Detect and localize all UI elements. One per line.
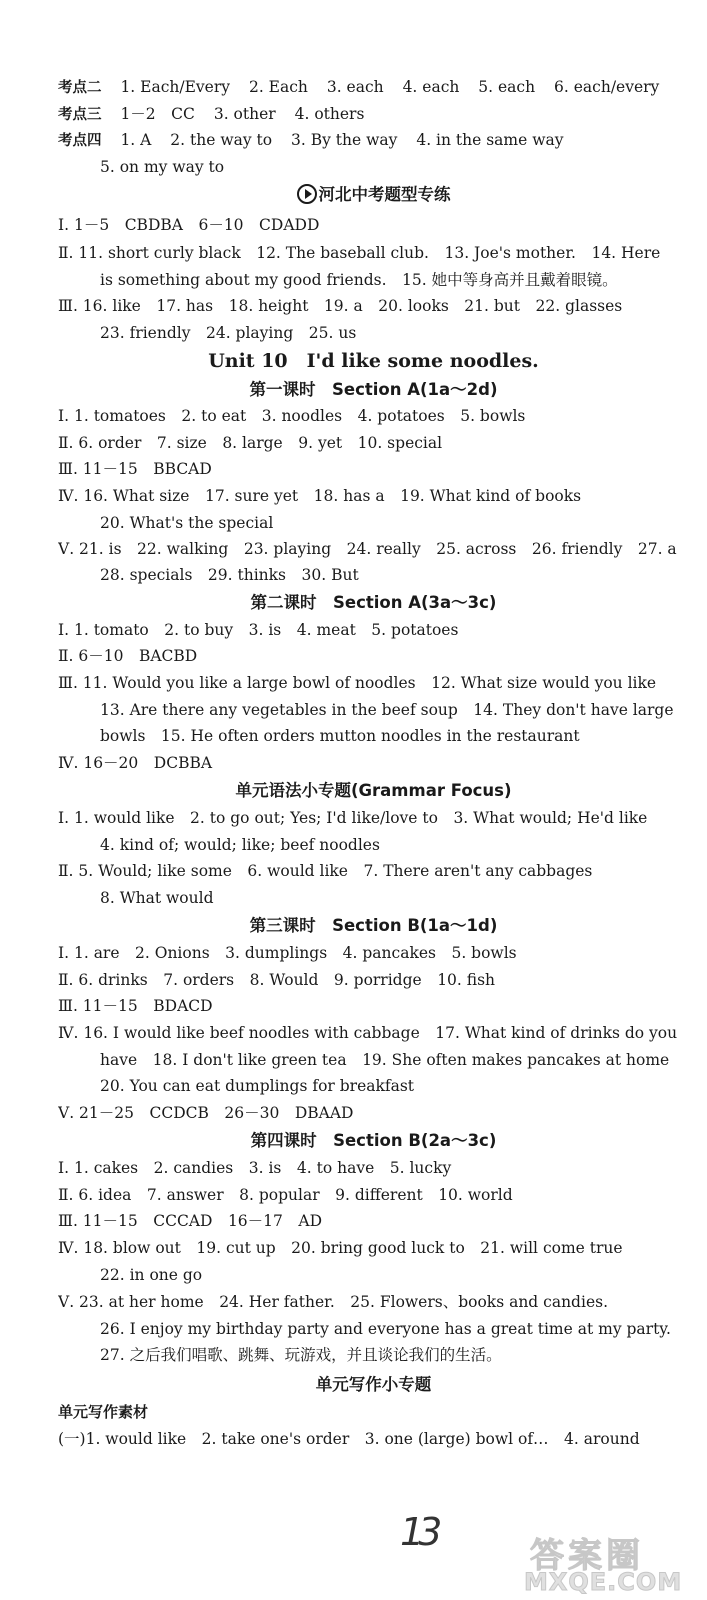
answer-item: 2. the way to	[170, 131, 273, 149]
unit-title: Unit 10 I'd like some noodles.	[208, 350, 539, 372]
kaodian-4-line	[58, 127, 689, 153]
answer-line: 28. specials 29. thinks 30. But	[100, 566, 359, 584]
answer-line: 13. Are there any vegetables in the beef soup 14. They don't have large	[100, 701, 674, 719]
answer-line: Ⅰ. 1. cakes 2. candies 3. is 4. to have 5. lucky	[58, 1159, 452, 1177]
answer-item: 1－2 CC	[120, 105, 195, 123]
answer-line: Ⅱ. 6. idea 7. answer 8. popular 9. different 10. world	[58, 1186, 513, 1204]
answer-line: bowls 15. He often orders mutton noodles in the restaurant	[100, 727, 580, 745]
answer-item: 3. By the way	[291, 131, 398, 149]
answer-line: have 18. I don't like green tea 19. She often makes pancakes at home	[100, 1051, 670, 1069]
answer-line: Ⅳ. 16. I would like beef noodles with cabbage 17. What kind of drinks do you	[58, 1024, 678, 1042]
answer-line: 20. What's the special	[100, 514, 274, 532]
section-1-title: 第一课时 Section A(1a～2d)	[249, 380, 498, 399]
answer-line: 26. I enjoy my birthday party and everyone has a great time at my party.	[100, 1320, 671, 1338]
hebei-heading	[58, 181, 689, 209]
answer-line: Ⅰ. 1. tomato 2. to buy 3. is 4. meat 5. potatoes	[58, 621, 459, 639]
section-4-title: 第四课时 Section B(2a～3c)	[250, 1131, 497, 1150]
answer-line: Ⅰ. 1. would like 2. to go out; Yes; I'd like/love to 3. What would; He'd like	[58, 809, 648, 827]
answer-line: Ⅱ. 6. drinks 7. orders 8. Would 9. porridge 10. fish	[58, 971, 496, 989]
answer-line: 22. in one go	[100, 1266, 203, 1284]
answer-line: is something about my good friends. 15. 她中等身高并且戴着眼镜。	[100, 271, 618, 289]
answer-line: 8. What would	[100, 889, 214, 907]
kaodian-4-label: 考点四	[58, 133, 102, 149]
answer-item: 3. each	[326, 78, 384, 96]
answer-item: 4. others	[294, 105, 365, 123]
answer-item: 2. Each	[248, 78, 308, 96]
answer-item: 3. other	[213, 105, 276, 123]
watermark-bottom: MXQE.COM	[524, 1568, 683, 1596]
writing-title: 单元写作小专题	[315, 1375, 432, 1394]
answer-item: 6. each/every	[554, 78, 660, 96]
answer-line: Ⅳ. 16. What size 17. sure yet 18. has a 19. What kind of books	[58, 487, 582, 505]
hebei-title: 河北中考题型专练	[318, 185, 451, 204]
writing-subtitle: 单元写作素材	[58, 1403, 149, 1421]
answer-item: 5. each	[478, 78, 536, 96]
answer-line: Ⅰ. 1. are 2. Onions 3. dumplings 4. pancakes 5. bowls	[58, 944, 517, 962]
answer-line: Ⅰ. 1－5 CBDBA 6－10 CDADD	[58, 216, 320, 234]
answer-line: Ⅰ. 1. tomatoes 2. to eat 3. noodles 4. potatoes 5. bowls	[58, 407, 526, 425]
answer-line: 4. kind of; would; like; beef noodles	[100, 836, 380, 854]
answer-line: Ⅲ. 11. Would you like a large bowl of noodles 12. What size would you like	[58, 674, 657, 692]
play-circle-icon	[297, 184, 317, 204]
answer-line: 23. friendly 24. playing 25. us	[100, 324, 357, 342]
answer-line: Ⅱ. 5. Would; like some 6. would like 7. There aren't any cabbages	[58, 862, 593, 880]
answer-line: 20. You can eat dumplings for breakfast	[100, 1077, 415, 1095]
answer-line: Ⅴ. 21－25 CCDCB 26－30 DBAAD	[58, 1104, 354, 1122]
watermark-logo	[520, 1528, 702, 1598]
answer-line: Ⅳ. 18. blow out 19. cut up 20. bring good luck to 21. will come true	[58, 1239, 623, 1257]
kaodian-3-line	[58, 101, 689, 127]
answer-line: Ⅲ. 16. like 17. has 18. height 19. a 20. looks 21. but 22. glasses	[58, 297, 623, 315]
page-number: 13	[400, 1510, 437, 1554]
answer-line: Ⅲ. 11－15 BBCAD	[58, 460, 212, 478]
section-3-title: 第三课时 Section B(1a～1d)	[249, 916, 498, 935]
answer-line: Ⅳ. 16－20 DCBBA	[58, 754, 213, 772]
answer-line: 27. 之后我们唱歌、跳舞、玩游戏，并且谈论我们的生活。	[100, 1346, 502, 1364]
watermark-top: 答案圈	[530, 1536, 644, 1576]
kaodian-2-line	[58, 74, 689, 100]
answer-line: Ⅱ. 6. order 7. size 8. large 9. yet 10. special	[58, 434, 443, 452]
answer-line: Ⅴ. 23. at her home 24. Her father. 25. Flowers、books and candies.	[58, 1293, 608, 1311]
grammar-focus-title: 单元语法小专题(Grammar Focus)	[235, 781, 512, 800]
kaodian-3-label: 考点三	[58, 107, 102, 123]
answer-line: Ⅱ. 6－10 BACBD	[58, 647, 198, 665]
section-2-title: 第二课时 Section A(3a～3c)	[250, 593, 497, 612]
answer-line: Ⅴ. 21. is 22. walking 23. playing 24. really 25. across 26. friendly 27. a	[58, 540, 677, 558]
answer-item: 4. each	[402, 78, 460, 96]
answer-item: 1. Each/Every	[120, 78, 231, 96]
kaodian-2-label: 考点二	[58, 80, 102, 96]
answer-item: 1. A	[120, 131, 152, 149]
answer-line: Ⅲ. 11－15 CCCAD 16－17 AD	[58, 1212, 323, 1230]
answer-line: Ⅲ. 11－15 BDACD	[58, 997, 213, 1015]
answer-line: Ⅱ. 11. short curly black 12. The baseball club. 13. Joe's mother. 14. Here	[58, 244, 661, 262]
kaodian-4-cont: 5. on my way to	[100, 158, 225, 176]
answer-line: (一)1. would like 2. take one's order 3. one (large) bowl of… 4. around	[58, 1430, 640, 1448]
answer-item: 4. in the same way	[416, 131, 564, 149]
